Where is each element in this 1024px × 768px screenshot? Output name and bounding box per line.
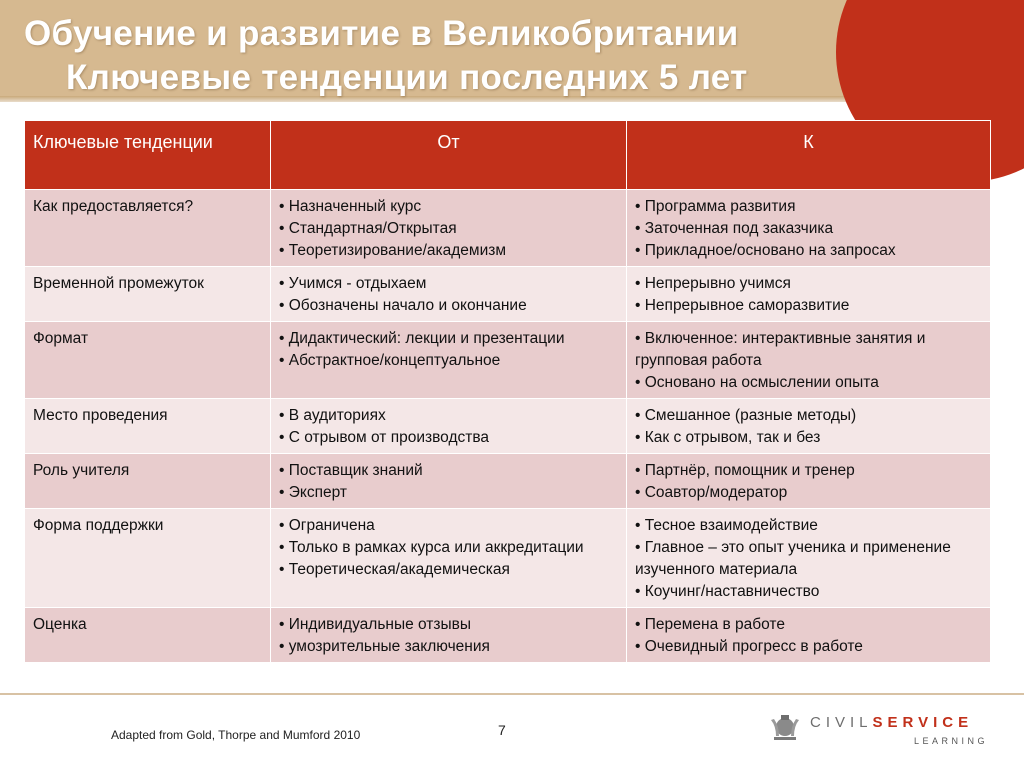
from-item: • Эксперт [279,484,347,501]
table-row [25,190,991,267]
crest-icon [768,712,802,742]
to-item: • Как с отрывом, так и без [635,429,821,446]
logo-subtitle: LEARNING [914,736,989,746]
page-number: 7 [498,722,506,738]
trend-cell: Как предоставляется? [25,190,271,267]
from-item: • Теоретизирование/академизм [279,242,506,259]
column-header-to: К [627,121,991,190]
to-item: • Партнёр, помощник и тренер [635,462,855,479]
to-cell [627,267,991,322]
trend-cell: Место проведения [25,399,271,454]
column-header-from: От [271,121,627,190]
to-item: • Коучинг/наставничество [635,583,820,600]
from-item: • С отрывом от производства [279,429,490,446]
from-item: • Поставщик знаний [279,462,423,479]
from-cell [271,509,627,608]
table-row [25,267,991,322]
to-item: • Заточенная под заказчика [635,220,834,237]
to-item: • Программа развития [635,198,796,215]
from-cell [271,190,627,267]
from-cell [271,608,627,663]
to-cell [627,399,991,454]
from-item: • Учимся - отдыхаем [279,275,427,292]
trend-cell: Временной промежуток [25,267,271,322]
trend-cell: Роль учителя [25,454,271,509]
from-item: • Теоретическая/академическая [279,561,510,578]
from-item: • Дидактический: лекции и презентации [279,330,565,347]
to-item: • Прикладное/основано на запросах [635,242,896,259]
from-cell [271,454,627,509]
from-cell [271,399,627,454]
from-item: • Абстрактное/концептуальное [279,352,501,369]
table-row [25,608,991,663]
to-item: • Перемена в работе [635,616,785,633]
citation-text: Adapted from Gold, Thorpe and Mumford 2010 [111,728,361,742]
from-cell [271,322,627,399]
table-row [25,322,991,399]
column-header-trend: Ключевые тенденции [25,121,271,190]
table-row [25,509,991,608]
trend-cell: Оценка [25,608,271,663]
to-item: • Смешанное (разные методы) [635,407,857,424]
table-row [25,399,991,454]
to-item: • Очевидный прогресс в работе [635,638,863,655]
to-item: • Главное – это опыт ученика и применение изученного материала [635,539,951,578]
to-item: • Тесное взаимодействие [635,517,818,534]
logo-wordmark [810,714,973,731]
page-subtitle: Ключевые тенденции последних 5 лет [66,58,748,97]
to-item: • Основано на осмыслении опыта [635,374,879,391]
logo-word-service: SERVICE [872,714,974,731]
logo-word-civil: CIVIL [810,714,873,731]
to-item: • Соавтор/модератор [635,484,788,501]
from-item: • В аудиториях [279,407,386,424]
from-item: • Стандартная/Открытая [279,220,457,237]
from-item: • Ограничена [279,517,375,534]
from-item: • Только в рамках курса или аккредитации [279,539,584,556]
table-row [25,454,991,509]
to-cell [627,608,991,663]
civil-service-learning-logo [768,710,1008,750]
table-header-row [25,121,991,190]
to-cell [627,509,991,608]
trends-table [24,120,991,663]
from-item: • Индивидуальные отзывы [279,616,472,633]
to-cell [627,322,991,399]
trend-cell: Формат [25,322,271,399]
to-item: • Непрерывно учимся [635,275,791,292]
from-item: • Назначенный курс [279,198,422,215]
from-item: • Обозначены начало и окончание [279,297,527,314]
from-cell [271,267,627,322]
to-cell [627,190,991,267]
to-cell [627,454,991,509]
to-item: • Включенное: интерактивные занятия и групповая работа [635,330,926,369]
trend-cell: Форма поддержки [25,509,271,608]
page-title: Обучение и развитие в Великобритании [24,14,739,53]
from-item: • умозрительные заключения [279,638,490,655]
footer-divider [0,693,1024,695]
to-item: • Непрерывное саморазвитие [635,297,850,314]
